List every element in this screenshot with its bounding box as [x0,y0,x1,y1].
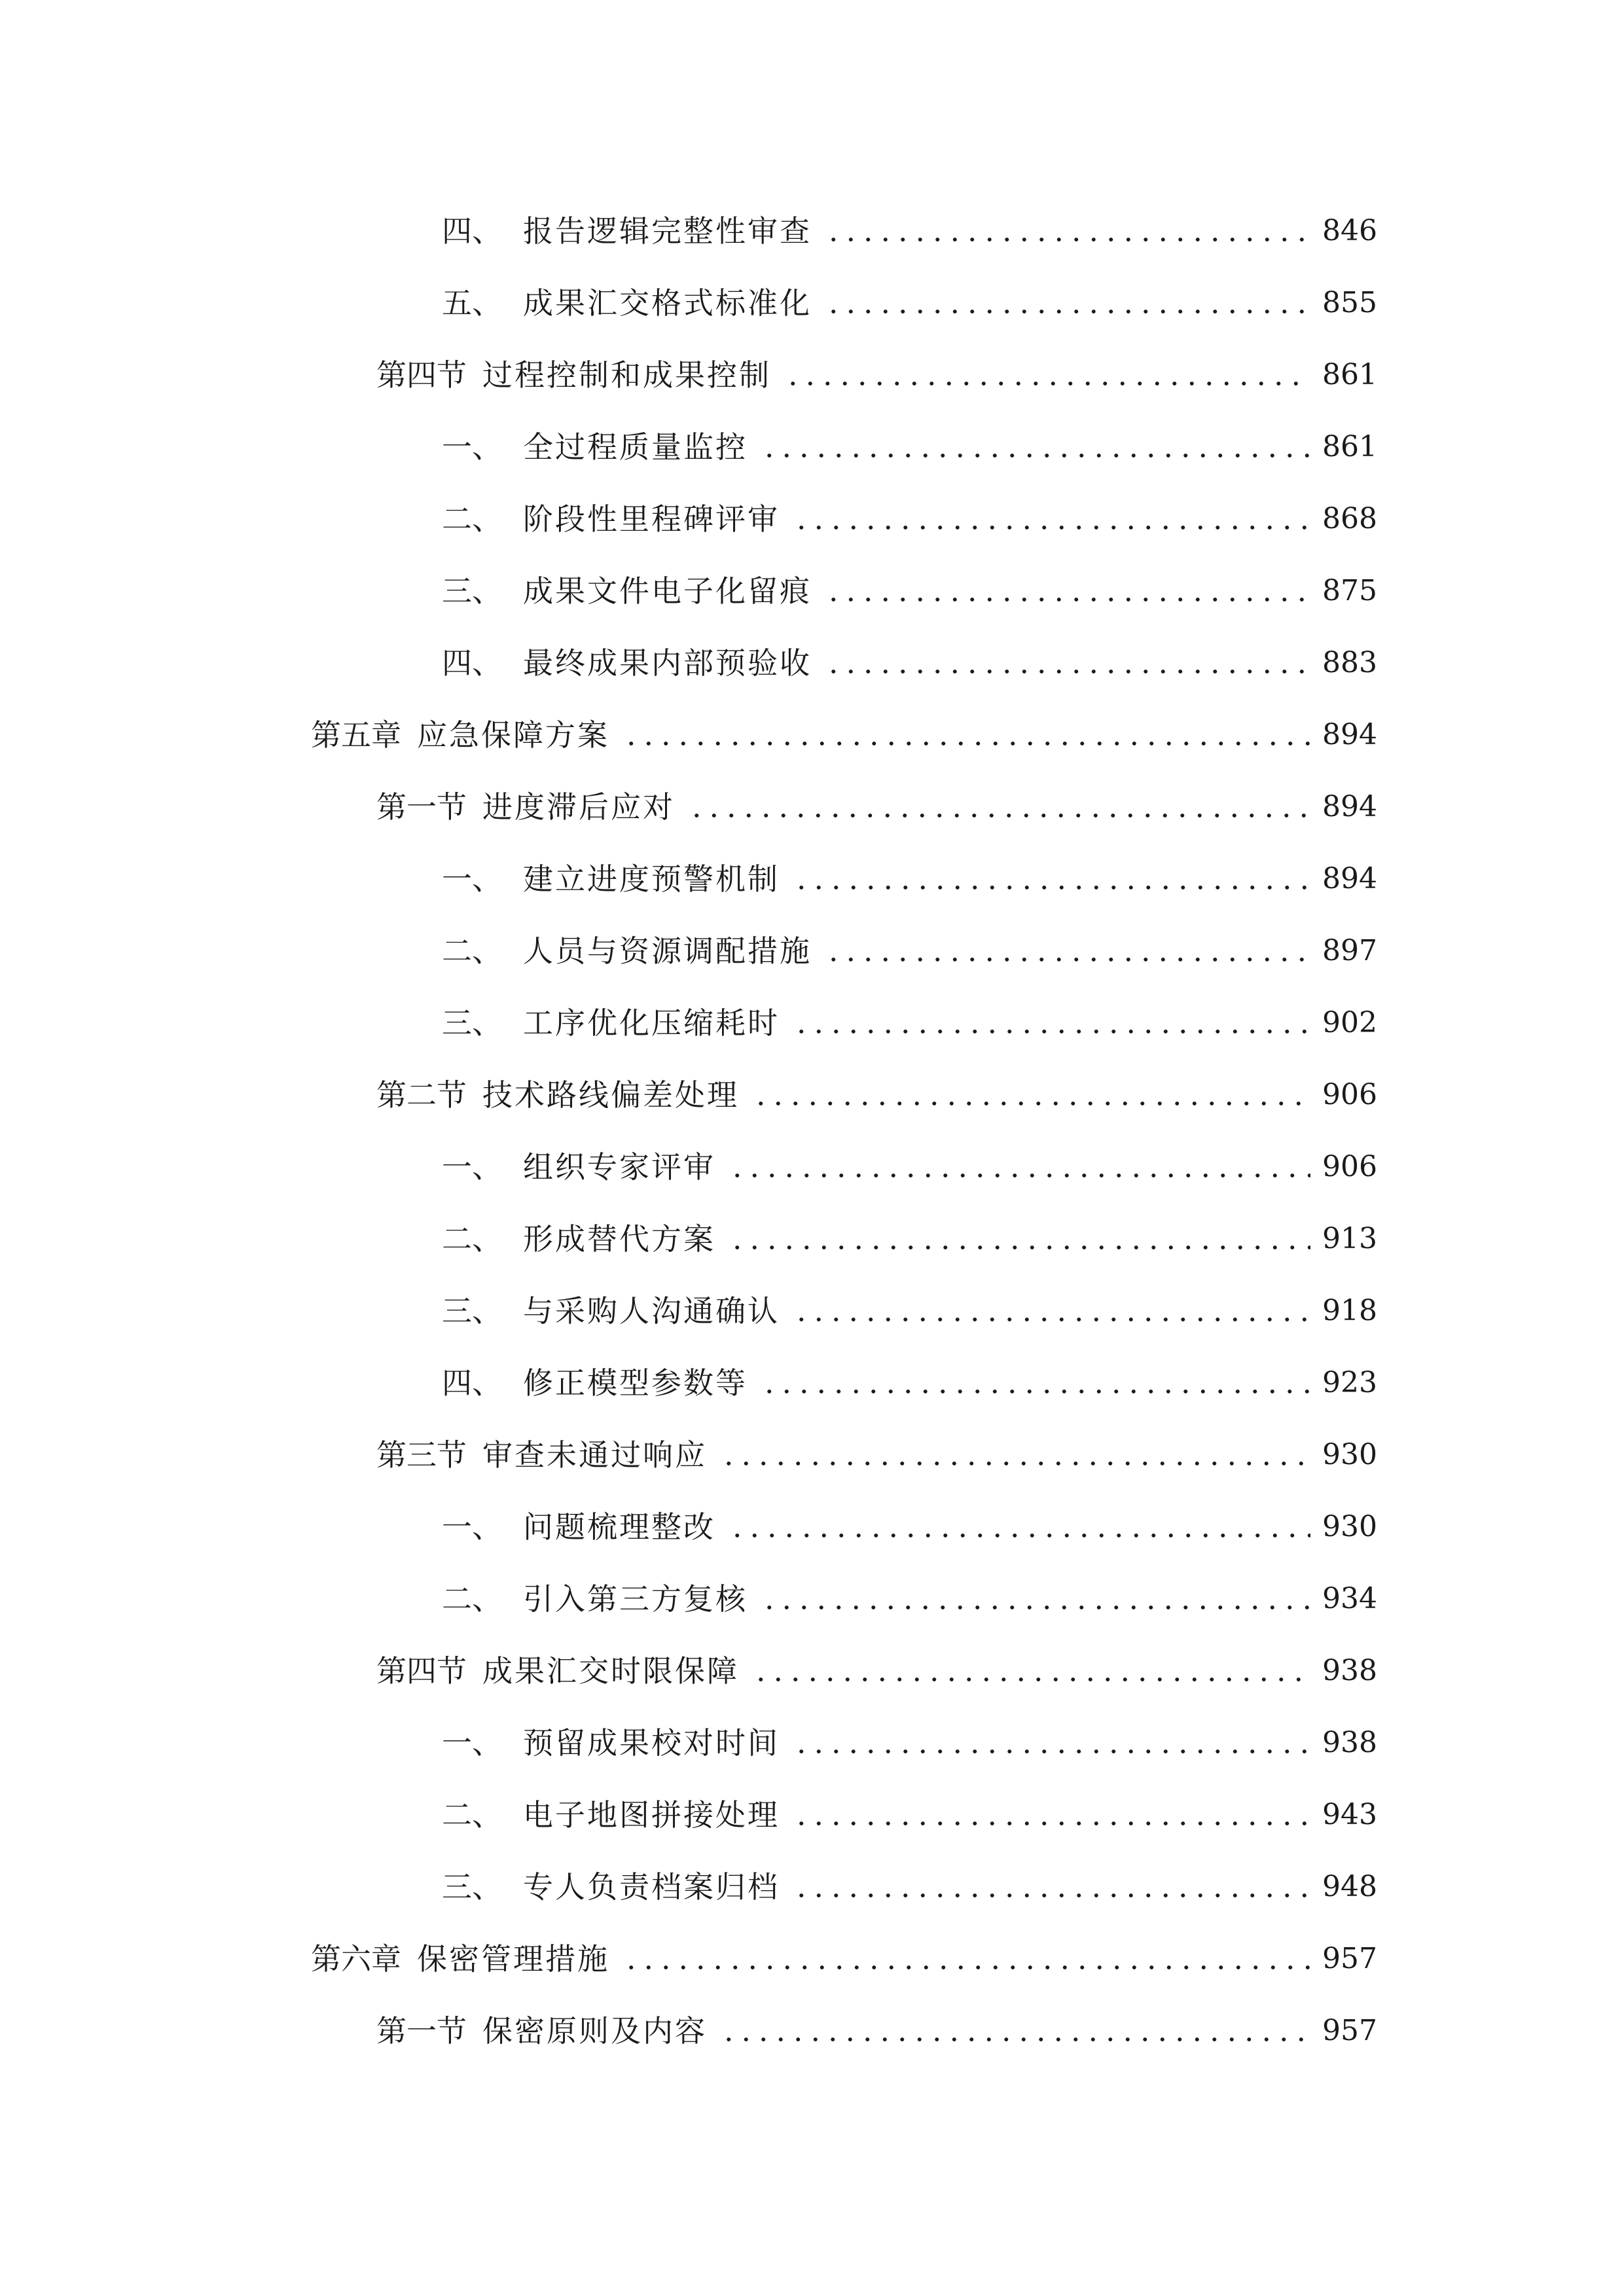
dot-leader [761,1605,1310,1610]
dot-leader [793,885,1310,890]
toc-entry-title: 人员与资源调配措施 [523,933,812,969]
toc-entry-page: 875 [1322,574,1377,607]
toc-entry-page: 894 [1322,718,1377,751]
toc-entry-title: 成果汇交格式标准化 [523,285,812,321]
toc-entry[interactable] [0,1131,1624,1203]
toc-entry[interactable] [0,411,1624,483]
toc-entry-title: 最终成果内部预验收 [523,645,812,681]
toc-entry-number: 第二节 [376,1077,467,1113]
toc-entry-title: 保密管理措施 [417,1941,609,1977]
toc-entry-page: 938 [1322,1654,1377,1687]
toc-entry-page: 894 [1322,862,1377,895]
toc-entry-title: 电子地图拼接处理 [523,1797,780,1833]
toc-entry[interactable] [0,987,1624,1059]
toc-entry-number: 第三节 [376,1437,467,1473]
toc-entry-number: 四、 [442,645,502,681]
toc-entry[interactable] [0,1995,1624,2067]
toc-entry-title: 全过程质量监控 [523,429,748,465]
dot-leader [784,381,1310,386]
toc-entry[interactable] [0,1419,1624,1491]
toc-entry-number: 四、 [442,1365,502,1401]
toc-entry-title: 专人负责档案归档 [523,1869,780,1905]
toc-entry-number: 第四节 [376,1653,467,1689]
toc-entry-page: 930 [1322,1438,1377,1471]
toc-entry-page: 902 [1322,1006,1377,1039]
toc-entry-page: 918 [1322,1294,1377,1327]
toc-entry-page: 930 [1322,1510,1377,1543]
dot-leader [729,1533,1310,1538]
toc-entry-page: 957 [1322,2014,1377,2047]
toc-entry-title: 成果汇交时限保障 [482,1653,739,1689]
toc-entry-page: 868 [1322,502,1377,535]
toc-entry-number: 一、 [442,429,502,465]
toc-entry-title: 审查未通过响应 [482,1437,707,1473]
toc-entry-page: 923 [1322,1366,1377,1399]
dot-leader [793,1821,1310,1826]
toc-entry-title: 工序优化压缩耗时 [523,1005,780,1041]
toc-entry-number: 一、 [442,1509,502,1545]
dot-leader [729,1245,1310,1250]
dot-leader [752,1101,1310,1106]
toc-entry-number: 三、 [442,1293,502,1329]
dot-leader [623,741,1310,746]
toc-entry[interactable] [0,195,1624,267]
toc-entry-number: 三、 [442,1005,502,1041]
toc-entry-number: 第六章 [311,1941,401,1977]
toc-entry[interactable] [0,1635,1624,1707]
toc-entry-title: 报告逻辑完整性审查 [523,213,812,249]
dot-leader [729,1173,1310,1178]
dot-leader [825,309,1310,314]
toc-entry-page: 913 [1322,1222,1377,1255]
dot-leader [761,453,1310,458]
toc-entry-number: 第四节 [376,357,467,393]
toc-entry-number: 二、 [442,501,502,537]
toc-entry-title: 进度滞后应对 [482,789,675,825]
toc-entry-page: 897 [1322,934,1377,967]
toc-entry-number: 第五章 [311,717,401,753]
toc-entry-title: 与采购人沟通确认 [523,1293,780,1329]
toc-entry-title: 形成替代方案 [523,1221,715,1257]
toc-entry-page: 883 [1322,646,1377,679]
toc-entry-page: 938 [1322,1726,1377,1759]
toc-entry[interactable] [0,1779,1624,1851]
toc-entry-page: 861 [1322,358,1377,391]
dot-leader [793,1749,1310,1754]
toc-entry-number: 一、 [442,1725,502,1761]
toc-entry-page: 943 [1322,1798,1377,1831]
toc-entry-number: 三、 [442,573,502,609]
toc-entry[interactable] [0,627,1624,699]
toc-entry[interactable] [0,1923,1624,1995]
toc-entry-number: 二、 [442,1797,502,1833]
toc-entry-title: 修正模型参数等 [523,1365,748,1401]
toc-entry-title: 预留成果校对时间 [523,1725,780,1761]
toc-entry-number: 五、 [442,285,502,321]
dot-leader [793,525,1310,530]
toc-entry-title: 阶段性里程碑评审 [523,501,780,537]
toc-entry[interactable] [0,699,1624,771]
toc-entry[interactable] [0,771,1624,843]
toc-entry-number: 二、 [442,933,502,969]
toc-entry-page: 894 [1322,790,1377,823]
toc-entry[interactable] [0,339,1624,411]
toc-entry[interactable] [0,1347,1624,1419]
dot-leader [793,1317,1310,1322]
dot-leader [752,1677,1310,1682]
toc-entry-number: 二、 [442,1581,502,1617]
dot-leader [720,2037,1310,2042]
toc-entry[interactable] [0,1563,1624,1635]
toc-entry-title: 过程控制和成果控制 [482,357,771,393]
toc-entry-title: 应急保障方案 [417,717,609,753]
toc-entry[interactable] [0,1851,1624,1923]
toc-entry-page: 855 [1322,286,1377,319]
toc-entry[interactable] [0,1275,1624,1347]
toc-entry-title: 保密原则及内容 [482,2013,707,2049]
toc-entry[interactable] [0,1059,1624,1131]
toc-entry[interactable] [0,1203,1624,1275]
dot-leader [720,1461,1310,1466]
toc-entry-number: 一、 [442,1149,502,1185]
toc-entry-number: 一、 [442,861,502,897]
toc-entry-number: 四、 [442,213,502,249]
toc-entry[interactable] [0,555,1624,627]
dot-leader [623,1965,1310,1970]
toc-entry[interactable] [0,915,1624,987]
toc-entry-page: 906 [1322,1078,1377,1111]
dot-leader [688,813,1310,818]
toc-entry-page: 934 [1322,1582,1377,1615]
dot-leader [761,1389,1310,1394]
dot-leader [793,1893,1310,1898]
toc-entry-page: 846 [1322,214,1377,247]
toc-entry[interactable] [0,267,1624,339]
toc-entry-title: 组织专家评审 [523,1149,715,1185]
toc-entry-title: 问题梳理整改 [523,1509,715,1545]
toc-entry-title: 引入第三方复核 [523,1581,748,1617]
toc-entry[interactable] [0,843,1624,915]
toc-entry-page: 906 [1322,1150,1377,1183]
dot-leader [825,237,1310,242]
table-of-contents [0,195,1624,2067]
dot-leader [825,957,1310,962]
toc-entry-page: 861 [1322,430,1377,463]
toc-entry-number: 二、 [442,1221,502,1257]
toc-entry-page: 957 [1322,1942,1377,1975]
toc-entry[interactable] [0,1491,1624,1563]
dot-leader [825,669,1310,674]
toc-entry-page: 948 [1322,1870,1377,1903]
toc-entry[interactable] [0,1707,1624,1779]
dot-leader [825,597,1310,602]
toc-entry-title: 技术路线偏差处理 [482,1077,739,1113]
toc-entry-title: 成果文件电子化留痕 [523,573,812,609]
dot-leader [793,1029,1310,1034]
toc-entry[interactable] [0,483,1624,555]
toc-entry-title: 建立进度预警机制 [523,861,780,897]
toc-entry-number: 第一节 [376,2013,467,2049]
toc-entry-number: 第一节 [376,789,467,825]
toc-entry-number: 三、 [442,1869,502,1905]
